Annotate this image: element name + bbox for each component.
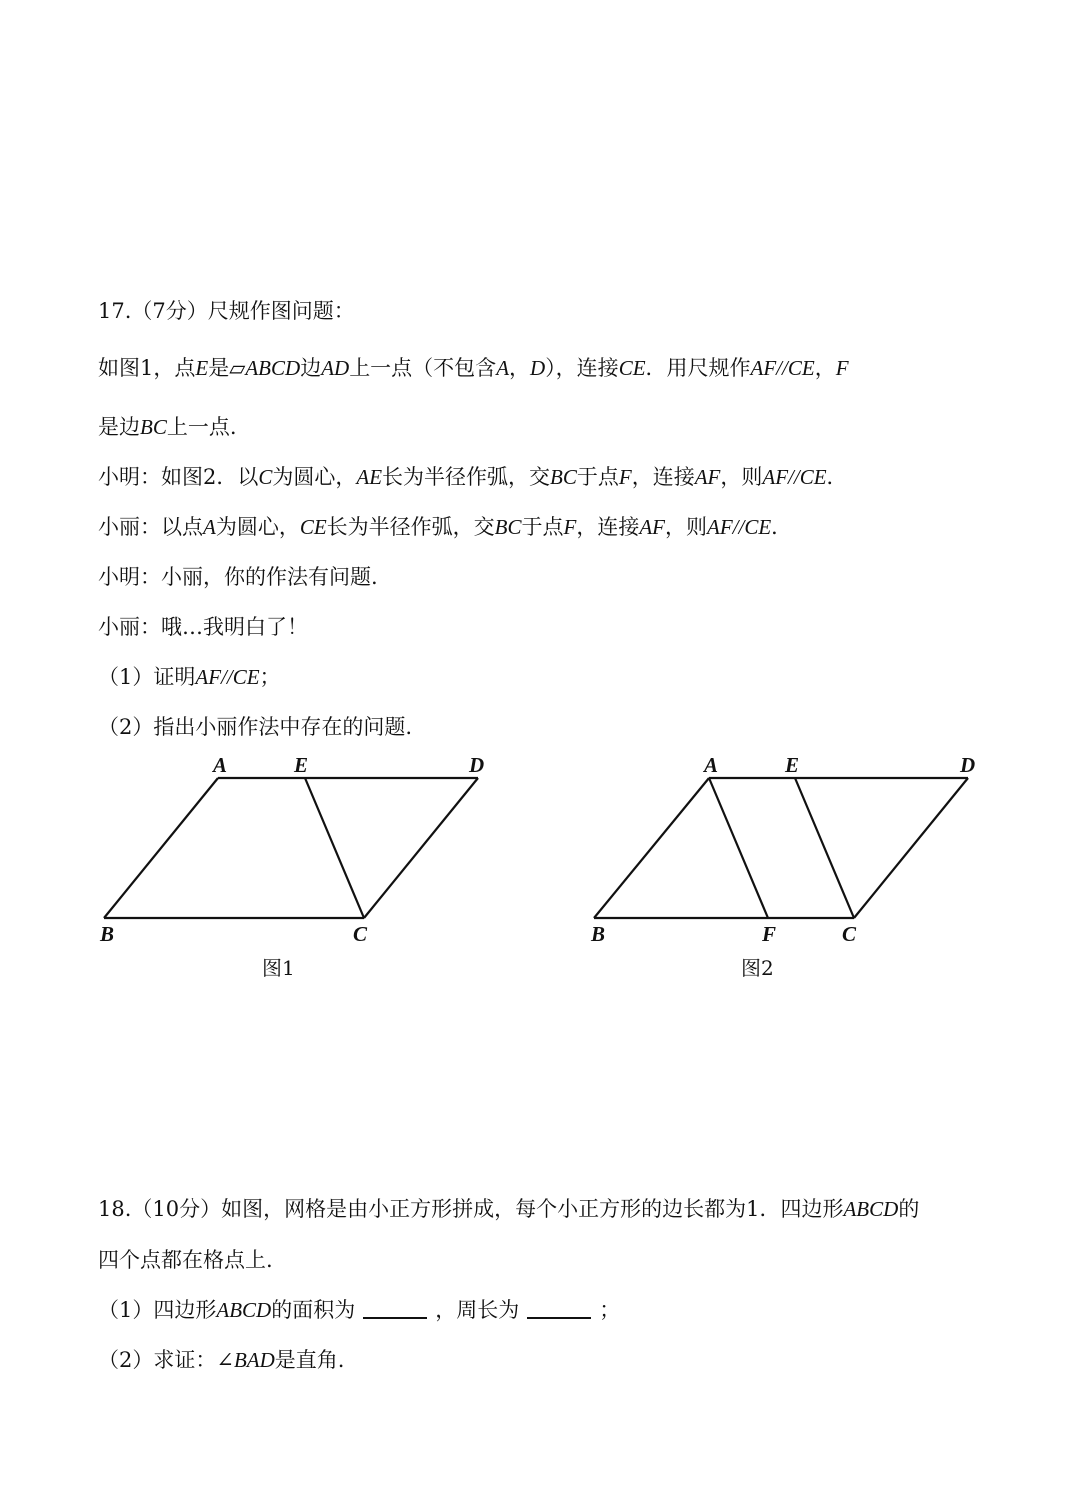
fig2-side-AB (594, 778, 709, 918)
fig2-label-b: B (591, 922, 606, 946)
q17-line2: 是边BC上一点. (98, 415, 237, 439)
fig1-caption: 图1 (262, 956, 295, 980)
q17-part2: （2）指出小丽作法中存在的问题. (98, 715, 413, 739)
fig2-side-DC (854, 778, 968, 918)
fig2-label-d: D (960, 753, 976, 777)
fig2-label-a: A (704, 753, 719, 777)
q17-part1: （1）证明AF//CE； (98, 665, 281, 689)
q17-xiaoli-1: 小丽：以点A为圆心，CE长为半径作弧，交BC于点F，连接AF，则AF//CE． (98, 515, 793, 539)
fig1-label-e: E (294, 753, 309, 777)
q17-header: 17.（7分）尺规作图问题： (98, 299, 355, 323)
fig2-caption: 图2 (741, 956, 774, 980)
q17-line1: 如图1，点E是▱ABCD边AD上一点（不包含A，D），连接CE．用尺规作AF//CE，F (98, 356, 849, 380)
fig2-label-e: E (785, 753, 800, 777)
q18-part2: （2）求证：∠BAD是直角. (98, 1348, 345, 1372)
area-answer-blank[interactable] (363, 1297, 427, 1319)
q17-xiaoming-2: 小明：小丽，你的作法有问题. (98, 565, 378, 589)
fig2-segment-AF (709, 778, 768, 918)
fig2-label-f: F (762, 922, 777, 946)
q17-xiaoming-1: 小明：如图2．以C为圆心，AE长为半径作弧，交BC于点F，连接AF，则AF//CE． (98, 465, 848, 489)
perimeter-answer-blank[interactable] (527, 1297, 591, 1319)
fig1-label-a: A (213, 753, 228, 777)
fig2-label-c: C (842, 922, 857, 946)
q18-line2: 四个点都在格点上. (98, 1248, 273, 1272)
fig1-label-b: B (100, 922, 115, 946)
fig2-segment-EC (795, 778, 854, 918)
q17-xiaoli-2: 小丽：哦…我明白了！ (98, 615, 308, 639)
q18-line1: 18.（10分）如图，网格是由小正方形拼成，每个小正方形的边长都为1．四边形ABCD的 (98, 1197, 920, 1221)
fig1-label-d: D (469, 753, 485, 777)
fig1-label-c: C (353, 922, 368, 946)
q18-part1: （1）四边形ABCD的面积为 ，周长为 ； (98, 1298, 621, 1322)
